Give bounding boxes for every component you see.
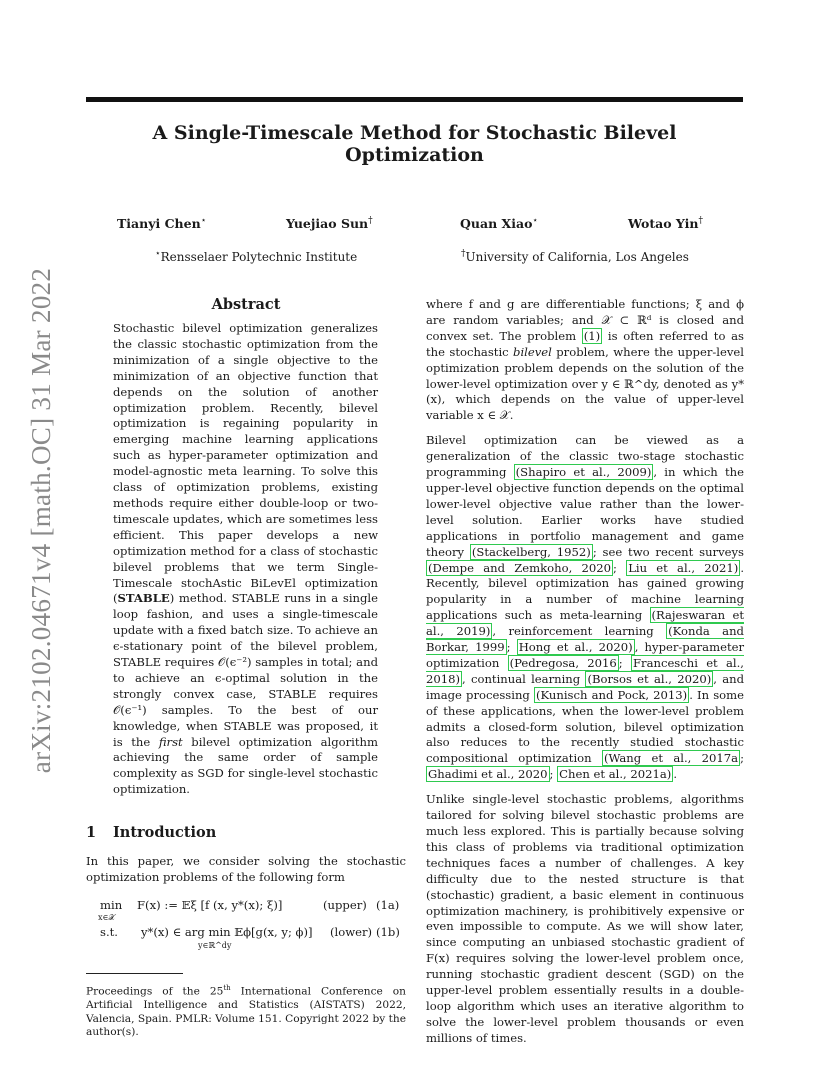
author-2: Yuejiao Sun† <box>286 216 373 232</box>
section-heading-introduction: 1 Introduction <box>86 824 217 842</box>
citation-link[interactable]: (Dempe and Zemkoho, 2020 <box>428 560 612 575</box>
paragraph-related-work: Bilevel optimization can be viewed as a generalization of the classic two-stage stochastic programming (Shapiro et al., 2009) , in which the upper-level objective function depends on the optimal lower-level objective value rather than the lower-level solution. Earlier works have studied applications in portfolio management and game theory (Stackelberg, 1952) ; see two recent surveys (Dempe and Zemkoho, 2020 ; Liu et al., 2021) . Recently, bilevel optimization has gained growing popularity in a number of machine learning applications such as meta-learning (Rajeswaran et al., 2019) , reinforcement learning (Konda and Borkar, 1999 ; Hong et al., 2020) , hyper-parameter optimization (Pedregosa, 2016 ; Franceschi et al., 2018) , continual learning (Borsos et al., 2020) , and image processing (Kunisch and Pock, 2013) . In some of these applications, when the lower-level problem admits a closed-form solution, bilevel optimization also reduces to the recently studied stochastic compositional optimization (Wang et al., 2017a ; Ghadimi et al., 2020 ; Chen et al., 2021a) . <box>426 433 745 782</box>
citation-link[interactable]: (Rajeswaran et al., 2019) <box>426 608 744 639</box>
title-top-rule <box>86 97 743 102</box>
footnote-rule <box>86 973 183 974</box>
citation-link[interactable]: Chen et al., 2021a) <box>559 767 672 782</box>
paragraph-problem-definition: where f and g are differentiable functions; ξ and ϕ are random variables; and 𝒳 ⊂ ℝᵈ is closed and convex set. The problem (1) is often referred to as the stochastic bilevel problem, where the upper-level optimization problem depends on the solution of the lower-level optimization over y ∈ ℝ^dy, denoted as y*(x), which depends on the value of upper-level variable x ∈ 𝒳. <box>426 297 744 423</box>
arxiv-stamp <box>22 265 62 775</box>
citation-link[interactable]: (Wang et al., 2017a <box>603 751 739 766</box>
citation-link[interactable]: (Borsos et al., 2020) <box>587 671 712 686</box>
abstract-heading: Abstract <box>211 296 281 313</box>
citation-link[interactable]: (Pedregosa, 2016 <box>509 655 617 670</box>
right-column <box>426 297 744 1047</box>
citation-link[interactable]: Franceschi et al., 2018) <box>426 655 744 686</box>
intro-paragraph: In this paper, we consider solving the stochastic optimization problems of the following form <box>86 854 406 885</box>
paper-title: A Single-Timescale Method for Stochastic Bilevel Optimization <box>152 122 677 166</box>
affiliation-2: †University of California, Los Angeles <box>461 249 689 264</box>
arxiv-identifier: arXiv:2102.04671v4 [math.OC] 31 Mar 2022 <box>26 267 57 773</box>
paragraph-challenges: Unlike single-level stochastic problems, algorithms tailored for solving bilevel stochastic problems are much less explored. This is partially because solving this class of problems via traditional optimization techniques faces a number of challenges. A key difficulty due to the nested structure is that (stochastic) gradient, a basic element in continuous optimization machinery, is prohibitively expensive or even impossible to compute. As we will show later, since computing an unbiased stochastic gradient of F(x) requires solving the lower-level problem once, running stochastic gradient descent (SGD) on the upper-level problem essentially results in a double-loop algorithm which uses an iterative algorithm to solve the lower-level problem thousands or even millions of times. <box>426 792 744 1045</box>
bilevel-equations: min x∈𝒳 F(x) := 𝔼ξ [f (x, y*(x); ξ)] (upper) (1a) s.t. y*(x) ∈ arg min 𝔼ϕ[g(x, y; ϕ)] y∈ℝ^dy (lower) (1b) <box>98 898 400 950</box>
affiliation-1: ⋆Rensselaer Polytechnic Institute <box>155 249 358 264</box>
citation-link[interactable]: (Kunisch and Pock, 2013) <box>535 687 688 702</box>
citation-link[interactable]: Hong et al., 2020) <box>518 640 633 655</box>
author-1: Tianyi Chen⋆ <box>117 216 207 232</box>
proceedings-footnote: Proceedings of the 25th International Conference on Artificial Intelligence and Statistics (AISTATS) 2022, Valencia, Spain. PMLR: Volume 151. Copyright 2022 by the author(s). <box>86 984 407 1039</box>
citation-link[interactable]: (Stackelberg, 1952) <box>471 544 591 559</box>
citation-link[interactable]: (Shapiro et al., 2009) <box>515 465 652 480</box>
citation-link[interactable]: Liu et al., 2021) <box>628 560 739 575</box>
author-3: Quan Xiao⋆ <box>460 216 539 232</box>
citation-link[interactable]: Ghadimi et al., 2020 <box>428 767 548 782</box>
citation-link[interactable]: (Konda and Borkar, 1999 <box>426 624 744 655</box>
equation-reference-link[interactable]: (1) <box>583 328 601 343</box>
author-4: Wotao Yin† <box>628 216 703 232</box>
abstract-body: Stochastic bilevel optimization generalizes the classic stochastic optimization from the minimization of a single objective to the minimization of an objective function that depends on the solution of another optimization problem. Recently, bilevel optimization is regaining popularity in emerging machine learning applications such as hyper-parameter optimization and model-agnostic meta learning. To solve this class of optimization problems, existing methods require either double-loop or two-timescale updates, which are sometimes less efficient. This paper develops a new optimization method for a class of stochastic bilevel problems that we term Single-Timescale stochAstic BiLevEl optimization (STABLE) method. STABLE runs in a single loop fashion, and uses a single-timescale update with a fixed batch size. To achieve an ϵ-stationary point of the bilevel problem, STABLE requires 𝒪(ϵ⁻²) samples in total; and to achieve an ϵ-optimal solution in the strongly convex case, STABLE requires 𝒪(ϵ⁻¹) samples. To the best of our knowledge, when STABLE was proposed, it is the first bilevel optimization algorithm achieving the same order of sample complexity as SGD for single-level stochastic optimization. <box>113 321 378 797</box>
left-column <box>86 296 406 1040</box>
